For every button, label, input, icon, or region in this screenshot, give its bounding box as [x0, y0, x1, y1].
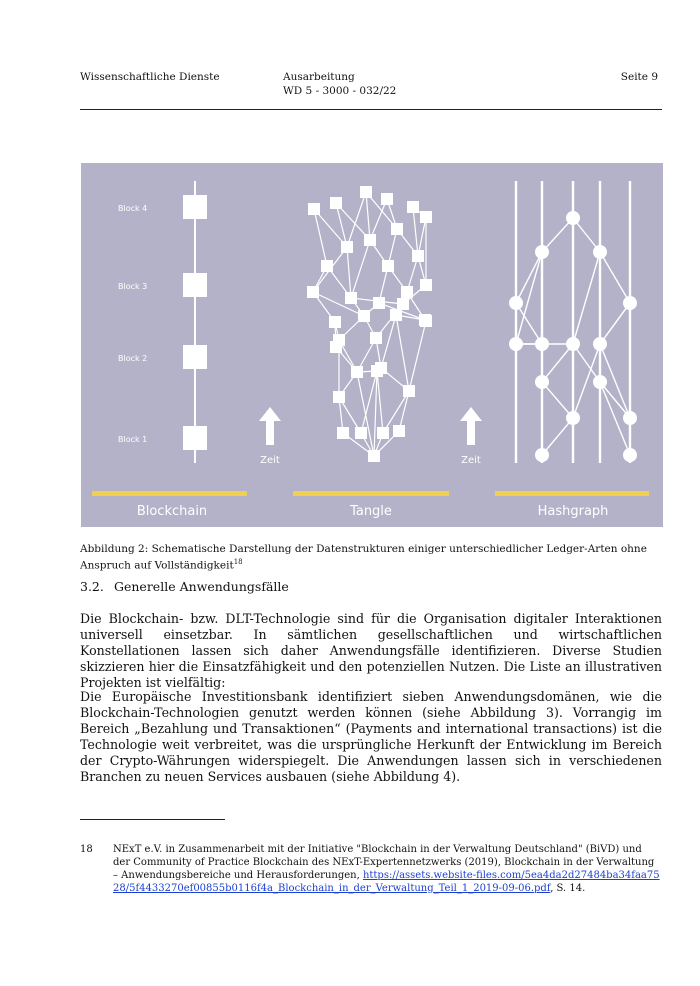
tangle-node: [420, 279, 432, 291]
paragraph-2: Die Europäische Investitionsbank identifiziert sieben Anwendungsdomänen, wie die Blockchain-Technologien genutzt werden können (siehe Abbildung 3). Vorrangig im Bereich „Bezahlung und Transaktionen“ (Payments and international transactions) ist die Technologie weit verbreitet, was die ursprüngliche Herkunft der Entwicklung im Bereich der Crypto-Währungen widerspiegelt. Die Anwendungen lassen sich in verschiedenen Branchen zu neuen Services ausbauen (siehe Abbildung 4).: [80, 689, 662, 784]
footnote-number: 18: [80, 844, 93, 855]
hashgraph-event: [509, 296, 523, 310]
ledger-diagram: [81, 163, 663, 527]
hashgraph-event: [535, 375, 549, 389]
blockchain-block: [183, 426, 207, 450]
panel-baseline: [92, 491, 247, 496]
hashgraph-event: [535, 448, 549, 462]
ledger-figure: [81, 163, 663, 527]
caption-footnote-ref: 18: [233, 558, 243, 566]
tangle-node: [373, 297, 385, 309]
panel-labels: [92, 491, 649, 519]
hashgraph-event: [593, 245, 607, 259]
footnote-link[interactable]: https://assets.website-files.com/5ea4da2d27484ba34faa7528/5f4433270ef00855b0116f4a_Blockchain_in_der_Verwaltung_Teil_1_2019-09-06.pdf: [113, 870, 660, 894]
caption-text: Abbildung 2: Schematische Darstellung der Datenstrukturen einiger unterschiedlicher Ledger-Arten ohne Anspruch auf Vollständigkeit: [80, 543, 647, 572]
tangle-node: [321, 260, 333, 272]
hashgraph-event: [566, 211, 580, 225]
tangle-node: [358, 310, 370, 322]
tangle-node: [407, 201, 419, 213]
tangle-node: [330, 341, 342, 353]
block-label: Block 1: [118, 435, 148, 444]
tangle-node: [401, 286, 413, 298]
header-left: Wissenschaftliche Dienste: [80, 71, 220, 83]
hashgraph-event: [566, 411, 580, 425]
tangle-node: [308, 203, 320, 215]
tangle-node: [382, 260, 394, 272]
time-label: Zeit: [260, 455, 280, 466]
header-divider: [80, 109, 662, 110]
panel-label: Blockchain: [136, 504, 208, 519]
time-label: Zeit: [461, 455, 481, 466]
tangle-node: [403, 385, 415, 397]
tangle-node: [391, 223, 403, 235]
hashgraph-event: [509, 337, 523, 351]
tangle-node: [390, 309, 402, 321]
tangle-node: [412, 250, 424, 262]
tangle-node: [364, 234, 376, 246]
tangle-node: [370, 332, 382, 344]
hashgraph-event: [566, 337, 580, 351]
hashgraph-event: [623, 448, 637, 462]
footnote-divider: [80, 819, 225, 820]
tangle-node: [393, 425, 405, 437]
footnote-suffix: , S. 14.: [550, 883, 586, 894]
panel-baseline: [495, 491, 649, 496]
hashgraph-event: [593, 337, 607, 351]
tangle-node: [381, 193, 393, 205]
tangle-node: [330, 197, 342, 209]
tangle-node: [397, 298, 409, 310]
tangle-node: [341, 241, 353, 253]
page-number: Seite 9: [620, 71, 658, 83]
hashgraph-event: [535, 337, 549, 351]
tangle-node: [307, 286, 319, 298]
paragraph-1: Die Blockchain- bzw. DLT-Technologie sind für die Organisation digitaler Interaktionen universell einsetzbar. In sämtlichen gesellschaftlichen und wirtschaftlichen Konstellationen lassen sich daher Anwendungsfälle identifizieren. Diverse Studien skizzieren hier die Einsatzfähigkeit und den potenziellen Nutzen. Die Liste an illustrativen Projekten ist vielfältig:: [80, 611, 662, 690]
tangle-node: [377, 427, 389, 439]
header-document-number: WD 5 - 3000 - 032/22: [283, 85, 397, 97]
blockchain-block: [183, 345, 207, 369]
tangle-node: [345, 292, 357, 304]
section-number: 3.2.: [80, 579, 104, 594]
section-heading: [80, 579, 289, 594]
tangle-node: [420, 315, 432, 327]
tangle-node: [371, 365, 383, 377]
panel-baseline: [293, 491, 449, 496]
hashgraph-event: [623, 296, 637, 310]
section-title: Generelle Anwendungsfälle: [114, 579, 289, 594]
tangle-node: [333, 391, 345, 403]
block-label: Block 2: [118, 354, 148, 363]
tangle-node: [329, 316, 341, 328]
hashgraph-event: [535, 245, 549, 259]
block-label: Block 3: [118, 282, 148, 291]
header-document-type: Ausarbeitung: [283, 71, 355, 83]
tangle-node: [368, 450, 380, 462]
footnote-text: NExT e.V. in Zusammenarbeit mit der Initiative "Blockchain in der Verwaltung Deutschland" (BiVD) und der Community of Practice Blockchain des NExT-Expertennetzwerks (2019), Blockchain in der Verwaltung – Anwendungsbereiche und Herausforderungen,: [113, 844, 655, 881]
blockchain-block: [183, 273, 207, 297]
hashgraph-event: [593, 375, 607, 389]
block-label: Block 4: [118, 204, 148, 213]
figure-caption: [80, 543, 665, 573]
tangle-node: [337, 427, 349, 439]
tangle-node: [360, 186, 372, 198]
header-middle: [283, 70, 396, 98]
panel-label: Tangle: [350, 504, 392, 519]
footnote-body: [113, 843, 661, 895]
tangle-node: [351, 366, 363, 378]
tangle-node: [355, 427, 367, 439]
tangle-node: [420, 211, 432, 223]
hashgraph-event: [623, 411, 637, 425]
blockchain-block: [183, 195, 207, 219]
panel-label: Hashgraph: [537, 504, 609, 519]
